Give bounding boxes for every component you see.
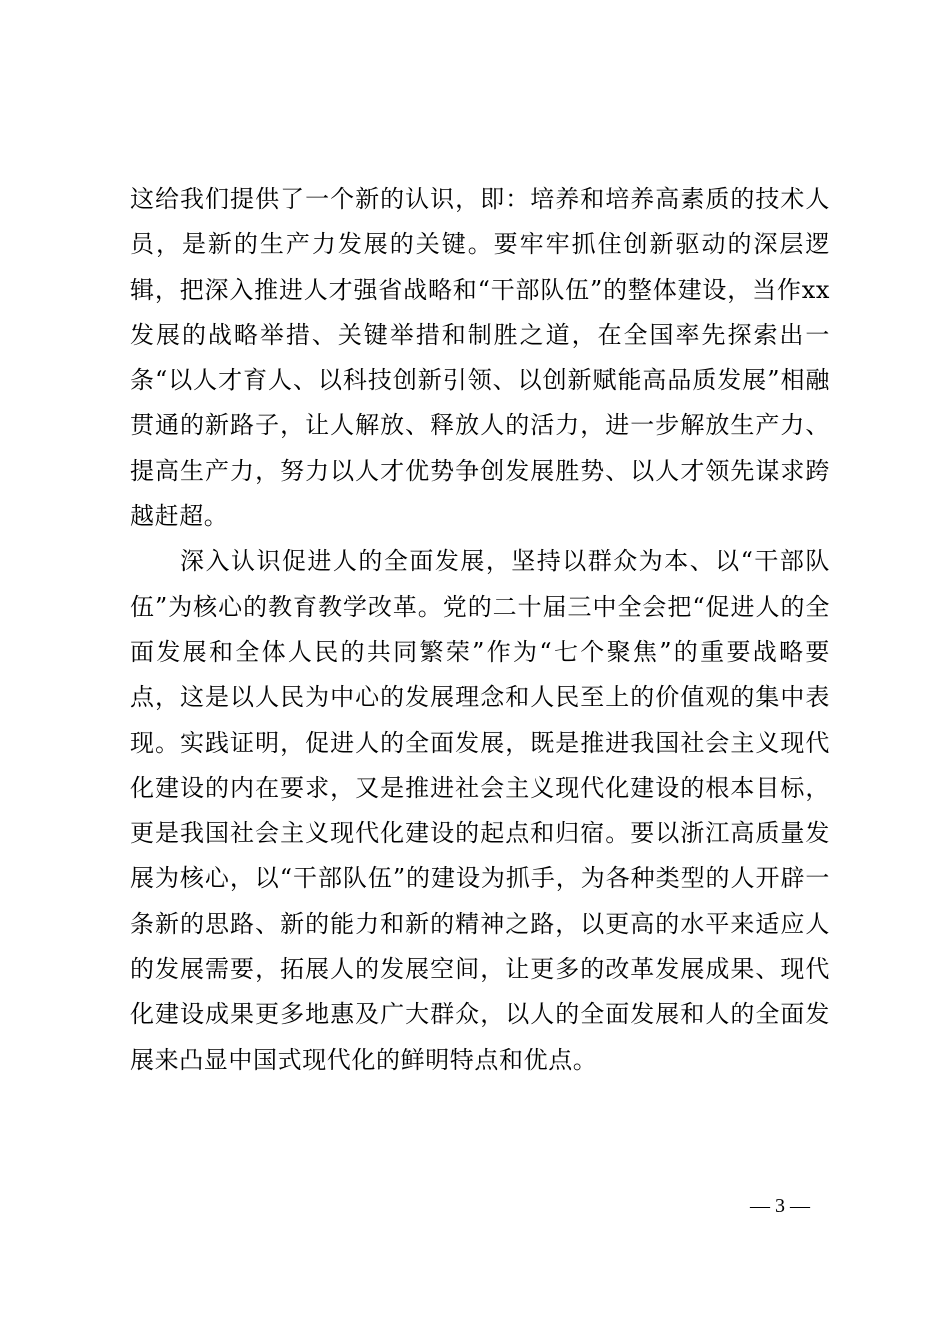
paragraph-holistic-development: 深入认识促进人的全面发展，坚持以群众为本、以“干部队伍”为核心的教育教学改革。党的二十届三中全会把“促进人的全面发展和全体人民的共同繁荣”作为“七个聚焦”的重要战略要点，这是以人民为中心的发展理念和人民至上的价值观的集中表现。实践证明，促进人的全面发展，既是推进我国社会主义现代化建设的内在要求，又是推进社会主义现代化建设的根本目标，更是我国社会主义现代化建设的起点和归宿。要以浙江高质量发展为核心，以“干部队伍”的建设为抓手，为各种类型的人开辟一条新的思路、新的能力和新的精神之路，以更高的水平来适应人的发展需要，拓展人的发展空间，让更多的改革发展成果、现代化建设成果更多地惠及广大群众，以人的全面发展和人的全面发展来凸显中国式现代化的鲜明特点和优点。 [130,547,830,1074]
paragraph-continuation: 这给我们提供了一个新的认识，即：培养和培养高素质的技术人员，是新的生产力发展的关键。要牢牢抓住创新驱动的深层逻辑，把深入推进人才强省战略和“干部队伍”的整体建设，当作xx发展的战略举措、关键举措和制胜之道，在全国率先探索出一条“以人才育人、以科技创新引领、以创新赋能高品质发展”相融贯通的新路子，让人解放、释放人的活力，进一步解放生产力、提高生产力，努力以人才优势争创发展胜势、以人才领先谋求跨越赶超。 [130,185,830,531]
body-text [130,177,830,1083]
page-number: — 3 — [750,1195,810,1217]
